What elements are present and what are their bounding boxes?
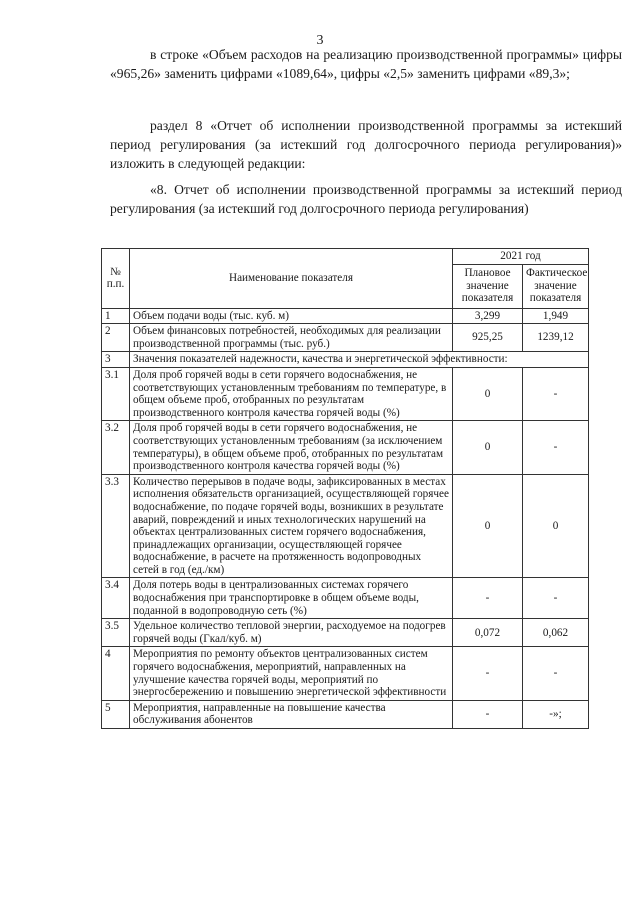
row-fact: 1,949 — [523, 308, 589, 324]
paragraph-section-8 — [110, 116, 622, 173]
row-plan: - — [453, 700, 523, 728]
row-num: 2 — [102, 324, 130, 352]
row-name: Мероприятия по ремонту объектов централизованных систем горячего водоснабжения, мероприятий, направленных на улучшение качества горячей воды, мероприятий по энергосбережению и повышению энергетической эффективности — [130, 647, 453, 700]
table-row — [102, 367, 589, 420]
row-name: Объем финансовых потребностей, необходимых для реализации производственной программы (тыс. руб.) — [130, 324, 453, 352]
table-row — [102, 700, 589, 728]
paragraph-report-title — [110, 180, 622, 218]
row-fact: 0 — [523, 474, 589, 578]
row-name: Доля проб горячей воды в сети горячего водоснабжения, не соответствующих установленным требованиям по температуре, в общем объеме проб, отобранных по результатам производственного контроля качества горячей воды (%) — [130, 367, 453, 420]
table-row — [102, 647, 589, 700]
row-name: Объем подачи воды (тыс. куб. м) — [130, 308, 453, 324]
paragraph-text: в строке «Объем расходов на реализацию производственной программы» цифры «965,26» заменить цифрами «1089,64», цифры «2,5» заменить цифрами «89,3»; — [110, 47, 622, 81]
row-plan: 0,072 — [453, 619, 523, 647]
row-fact: - — [523, 367, 589, 420]
row-num: 5 — [102, 700, 130, 728]
row-num: 3.2 — [102, 421, 130, 474]
table-row — [102, 308, 589, 324]
table-row — [102, 421, 589, 474]
row-fact: 0,062 — [523, 619, 589, 647]
row-plan: 0 — [453, 474, 523, 578]
row-plan: - — [453, 578, 523, 619]
row-fact: -»; — [523, 700, 589, 728]
row-fact: - — [523, 647, 589, 700]
table-row — [102, 474, 589, 578]
header-fact: Фактическое значение показателя — [523, 264, 589, 308]
row-plan: 0 — [453, 421, 523, 474]
header-num: № п.п. — [102, 249, 130, 309]
row-num: 4 — [102, 647, 130, 700]
row-name: Мероприятия, направленные на повышение качества обслуживания абонентов — [130, 700, 453, 728]
row-name: Доля проб горячей воды в сети горячего водоснабжения, не соответствующих установленным требованиям (за исключением температуры), в общем объеме проб, отобранных по результатам производственного контроля качества горячей воды (%) — [130, 421, 453, 474]
row-num: 1 — [102, 308, 130, 324]
row-fact: 1239,12 — [523, 324, 589, 352]
row-name: Удельное количество тепловой энергии, расходуемое на подогрев горячей воды (Гкал/куб. м) — [130, 619, 453, 647]
paragraph-text: раздел 8 «Отчет об исполнении производственной программы за истекший период регулирования (за истекший год долгосрочного периода регулирования)» изложить в следующей редакции: — [110, 118, 622, 171]
page-number: 3 — [316, 33, 324, 48]
row-plan: 0 — [453, 367, 523, 420]
row-fact: - — [523, 578, 589, 619]
table-row — [102, 578, 589, 619]
row-plan: - — [453, 647, 523, 700]
row-num: 3.3 — [102, 474, 130, 578]
row-name: Доля потерь воды в централизованных системах горячего водоснабжения при транспортировке в общем объеме воды, поданной в водопроводную сеть (%) — [130, 578, 453, 619]
row-num: 3.5 — [102, 619, 130, 647]
row-num: 3.4 — [102, 578, 130, 619]
row-num: 3.1 — [102, 367, 130, 420]
header-name: Наименование показателя — [130, 249, 453, 309]
row-plan: 3,299 — [453, 308, 523, 324]
report-table — [101, 248, 589, 729]
paragraph-amend-expenses — [110, 45, 622, 83]
row-name: Значения показателей надежности, качества и энергетической эффективности: — [130, 352, 589, 368]
row-plan: 925,25 — [453, 324, 523, 352]
paragraph-text: «8. Отчет об исполнении производственной программы за истекший период регулирования (за истекший год долгосрочного периода регулирования) — [110, 182, 622, 216]
table-row — [102, 352, 589, 368]
row-fact: - — [523, 421, 589, 474]
row-num: 3 — [102, 352, 130, 368]
table-row — [102, 324, 589, 352]
header-plan: Плановое значение показателя — [453, 264, 523, 308]
header-year: 2021 год — [453, 249, 589, 265]
row-name: Количество перерывов в подаче воды, зафиксированных в местах исполнения обязательств организацией, осуществляющей горячее водоснабжение, по подаче горячей воды, возникших в результате аварий, повреждений и иных технологических нарушений на объектах централизованных систем горячего водоснабжения, принадлежащих организации, осуществляющей горячее водоснабжение, в расчете на протяженность водопроводных сетей в год (ед./км) — [130, 474, 453, 578]
table-row — [102, 619, 589, 647]
